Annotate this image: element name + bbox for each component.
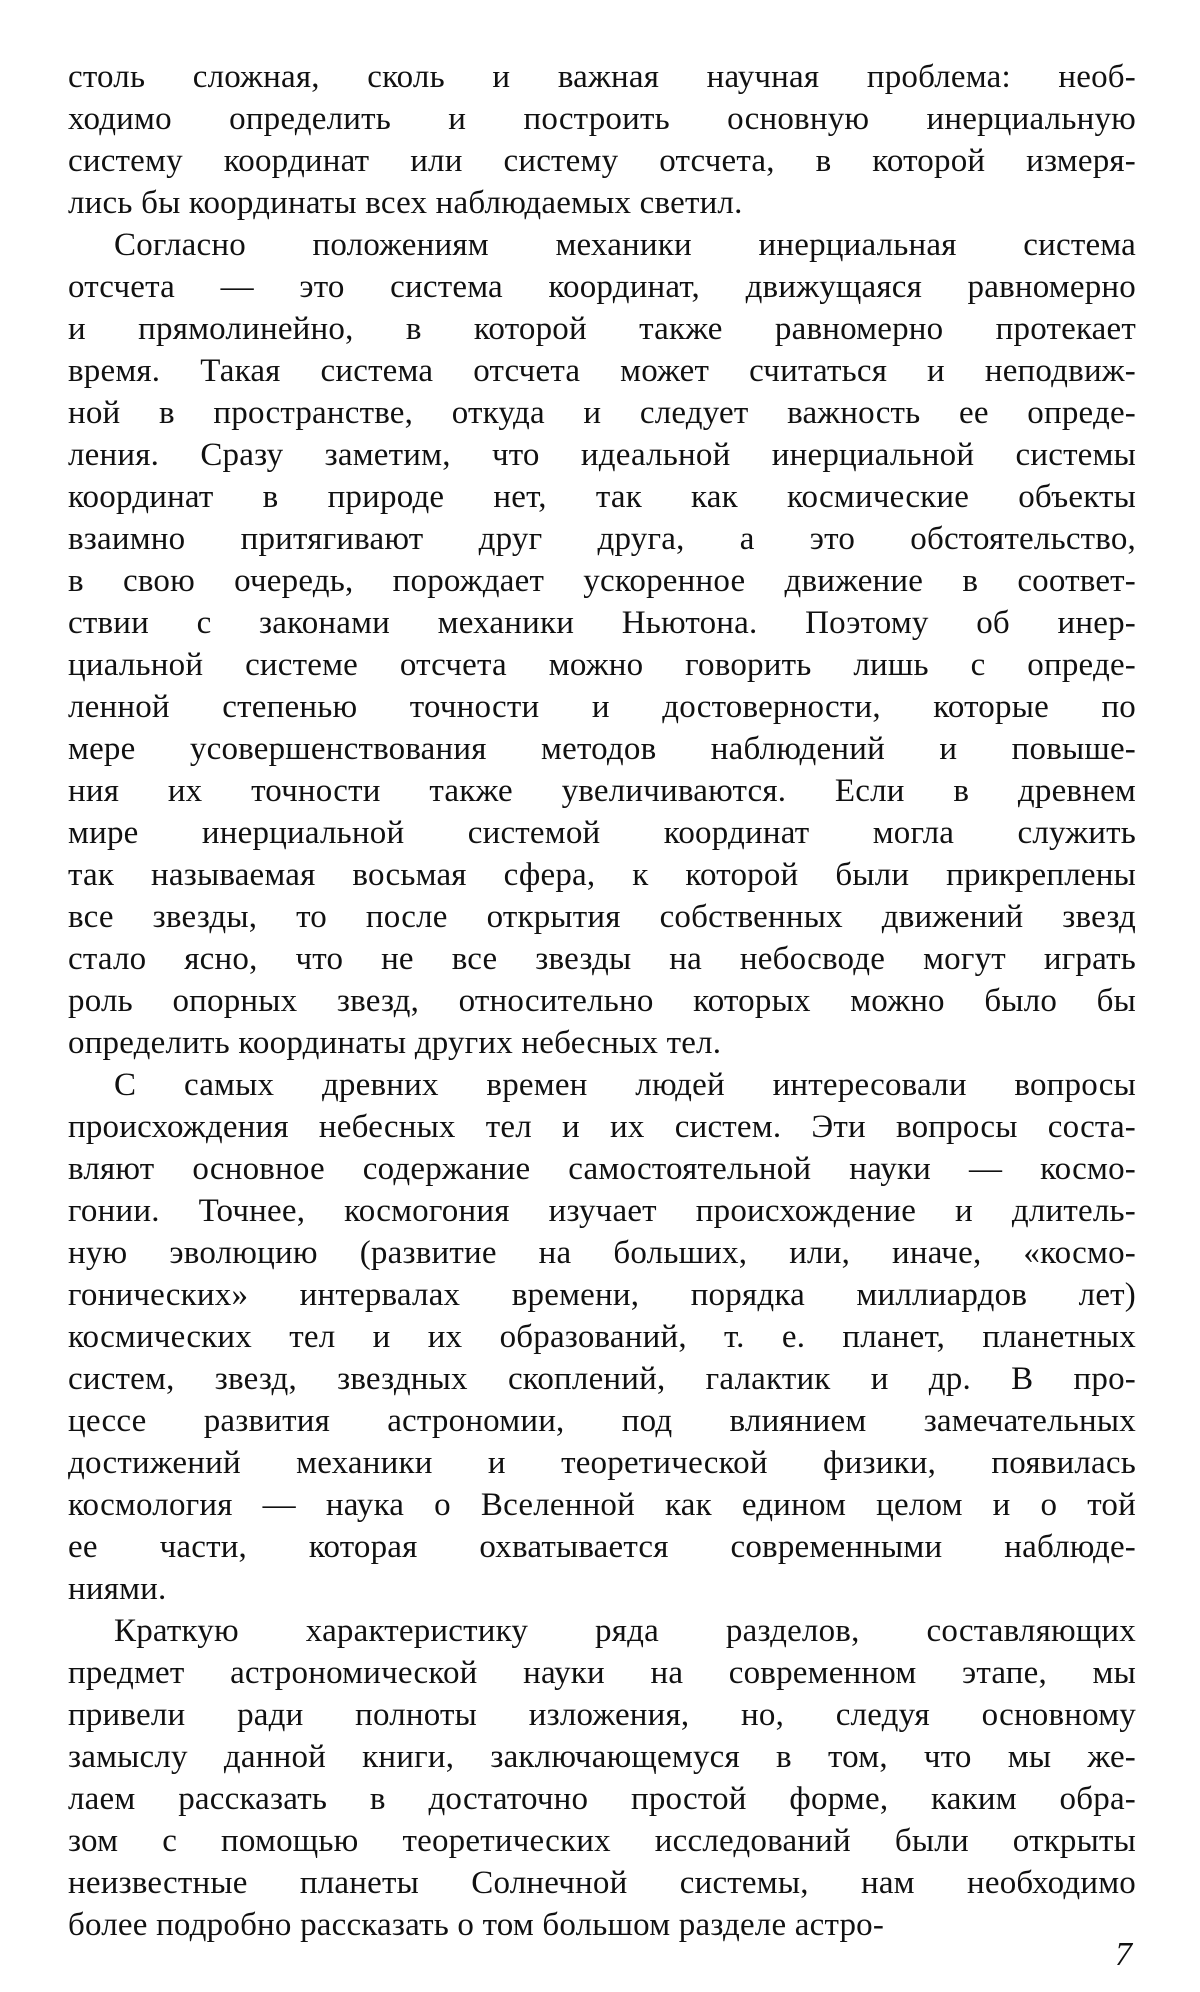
text-line: зом с помощью теоретических исследований были открыты [68, 1823, 1136, 1859]
text-line: роль опорных звезд, относительно которых можно было бы [68, 983, 1136, 1019]
text-line: достижений механики и теоретической физики, появилась [68, 1445, 1136, 1481]
text-line: более подробно рассказать о том большом разделе астро- [68, 1907, 885, 1943]
text-line: систему координат или систему отсчета, в которой измеря- [68, 143, 1136, 179]
text-line: предмет астрономической науки на современном этапе, мы [68, 1655, 1136, 1691]
text-line: ную эволюцию (развитие на больших, или, иначе, «космо- [68, 1235, 1136, 1271]
paragraph [68, 1064, 1136, 1610]
text-line: космических тел и их образований, т. е. планет, планетных [68, 1319, 1136, 1355]
text-line: в свою очередь, порождает ускоренное движение в соответ- [68, 563, 1136, 599]
text-line: замыслу данной книги, заключающемуся в том, что мы же- [68, 1739, 1136, 1775]
book-page [68, 56, 1136, 1973]
text-line: лись бы координаты всех наблюдаемых светил. [68, 185, 743, 221]
text-line: взаимно притягивают друг друга, а это обстоятельство, [68, 521, 1136, 557]
text-line: вляют основное содержание самостоятельной науки — космо- [68, 1151, 1136, 1187]
text-line: столь сложная, сколь и важная научная проблема: необ- [68, 59, 1136, 95]
text-line: гонических» интервалах времени, порядка миллиардов лет) [68, 1277, 1136, 1313]
text-line: так называемая восьмая сфера, к которой были прикреплены [68, 857, 1136, 893]
text-line: мире инерциальной системой координат могла служить [68, 815, 1136, 851]
text-line: и прямолинейно, в которой также равномерно протекает [68, 311, 1136, 347]
text-line: Согласно положениям механики инерциальная система [114, 227, 1136, 263]
text-line: циальной системе отсчета можно говорить лишь с опреде- [68, 647, 1136, 683]
text-line: лаем рассказать в достаточно простой форме, каким обра- [68, 1781, 1136, 1817]
text-line: происхождения небесных тел и их систем. Эти вопросы соста- [68, 1109, 1136, 1145]
text-body [68, 56, 1136, 1946]
text-line: мере усовершенствования методов наблюдений и повыше- [68, 731, 1136, 767]
text-line: отсчета — это система координат, движущаяся равномерно [68, 269, 1136, 305]
text-line: цессе развития астрономии, под влиянием замечательных [68, 1403, 1136, 1439]
text-line: космология — наука о Вселенной как едином целом и о той [68, 1487, 1136, 1523]
text-line: определить координаты других небесных тел. [68, 1025, 722, 1061]
text-line: время. Такая система отсчета может считаться и неподвиж- [68, 353, 1136, 389]
text-line: ленной степенью точности и достоверности, которые по [68, 689, 1136, 725]
text-line: стало ясно, что не все звезды на небосводе могут играть [68, 941, 1136, 977]
text-line: привели ради полноты изложения, но, следуя основному [68, 1697, 1136, 1733]
text-line: ной в пространстве, откуда и следует важность ее опреде- [68, 395, 1136, 431]
paragraph [68, 224, 1136, 1064]
text-line: гонии. Точнее, космогония изучает происхождение и длитель- [68, 1193, 1136, 1229]
text-line: ходимо определить и построить основную инерциальную [68, 101, 1136, 137]
text-line: С самых древних времен людей интересовали вопросы [114, 1067, 1136, 1103]
paragraph [68, 1610, 1136, 1946]
text-line: ления. Сразу заметим, что идеальной инерциальной системы [68, 437, 1136, 473]
text-line: все звезды, то после открытия собственных движений звезд [68, 899, 1136, 935]
text-line: ния их точности также увеличиваются. Если в древнем [68, 773, 1136, 809]
text-line: ствии с законами механики Ньютона. Поэтому об инер- [68, 605, 1136, 641]
text-line: неизвестные планеты Солнечной системы, нам необходимо [68, 1865, 1136, 1901]
page-number: 7 [1115, 1936, 1132, 1973]
text-line: систем, звезд, звездных скоплений, галактик и др. В про- [68, 1361, 1136, 1397]
text-line: ниями. [68, 1571, 167, 1607]
paragraph [68, 56, 1136, 224]
text-line: ее части, которая охватывается современными наблюде- [68, 1529, 1136, 1565]
text-line: Краткую характеристику ряда разделов, составляющих [114, 1613, 1136, 1649]
text-line: координат в природе нет, так как космические объекты [68, 479, 1136, 515]
